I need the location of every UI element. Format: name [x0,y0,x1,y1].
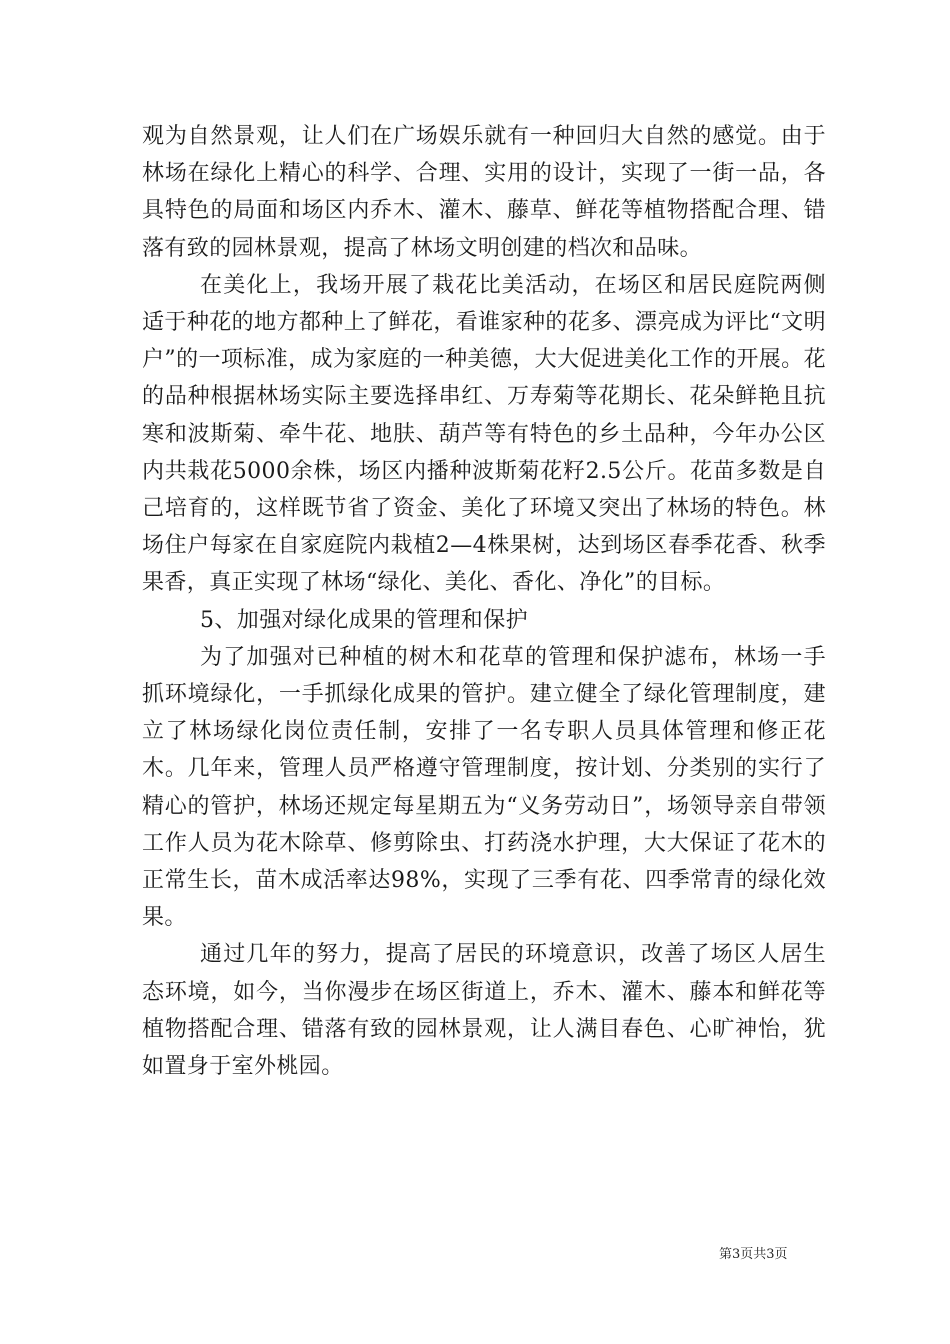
section-heading-5: 5、加强对绿化成果的管理和保护 [200,607,528,633]
page-number-footer: 第3页共3页 [719,1247,788,1262]
paragraph-continuation: 观为自然景观，让人们在广场娱乐就有一种回归大自然的感觉。由于林场在绿化上精心的科学、合理、实用的设计，实现了一街一品，各具特色的局面和场区内乔木、灌木、藤草、鲜花等植物搭配合理、错落有致的园林景观，提高了林场文明创建的档次和品味。 [142,124,826,261]
body-text [142,118,826,1085]
paragraph-conclusion: 通过几年的努力，提高了居民的环境意识，改善了场区人居生态环境，如今，当你漫步在场区街道上，乔木、灌木、藤本和鲜花等植物搭配合理、错落有致的园林景观，让人满目春色、心旷神怡，犹如置身于室外桃园。 [142,942,826,1080]
paragraph-beautification: 在美化上，我场开展了栽花比美活动，在场区和居民庭院两侧适于种花的地方都种上了鲜花，看谁家种的花多、漂亮成为评比“文明户”的一项标准，成为家庭的一种美德，大大促进美化工作的开展。花的品种根据林场实际主要选择串红、万寿菊等花期长、花朵鲜艳且抗寒和波斯菊、牵牛花、地肤、葫芦等有特色的乡土品种，今年办公区内共栽花5000余株，场区内播种波斯菊花籽2.5公斤。花苗多数是自己培育的，这样既节省了资金、美化了环境又突出了林场的特色。林场住户每家在自家庭院内栽植2—4株果树，达到场区春季花香、秋季果香，真正实现了林场“绿化、美化、香化、净化”的目标。 [142,272,826,596]
paragraph-management: 为了加强对已种植的树木和花草的管理和保护滤布，林场一手抓环境绿化，一手抓绿化成果的管护。建立健全了绿化管理制度，建立了林场绿化岗位责任制，安排了一名专职人员具体管理和修正花木。几年来，管理人员严格遵守管理制度，按计划、分类别的实行了精心的管护，林场还规定每星期五为“义务劳动日”，场领导亲自带领工作人员为花木除草、修剪除虫、打药浇水护理，大大保证了花木的正常生长，苗木成活率达98%，实现了三季有花、四季常青的绿化效果。 [142,644,826,931]
